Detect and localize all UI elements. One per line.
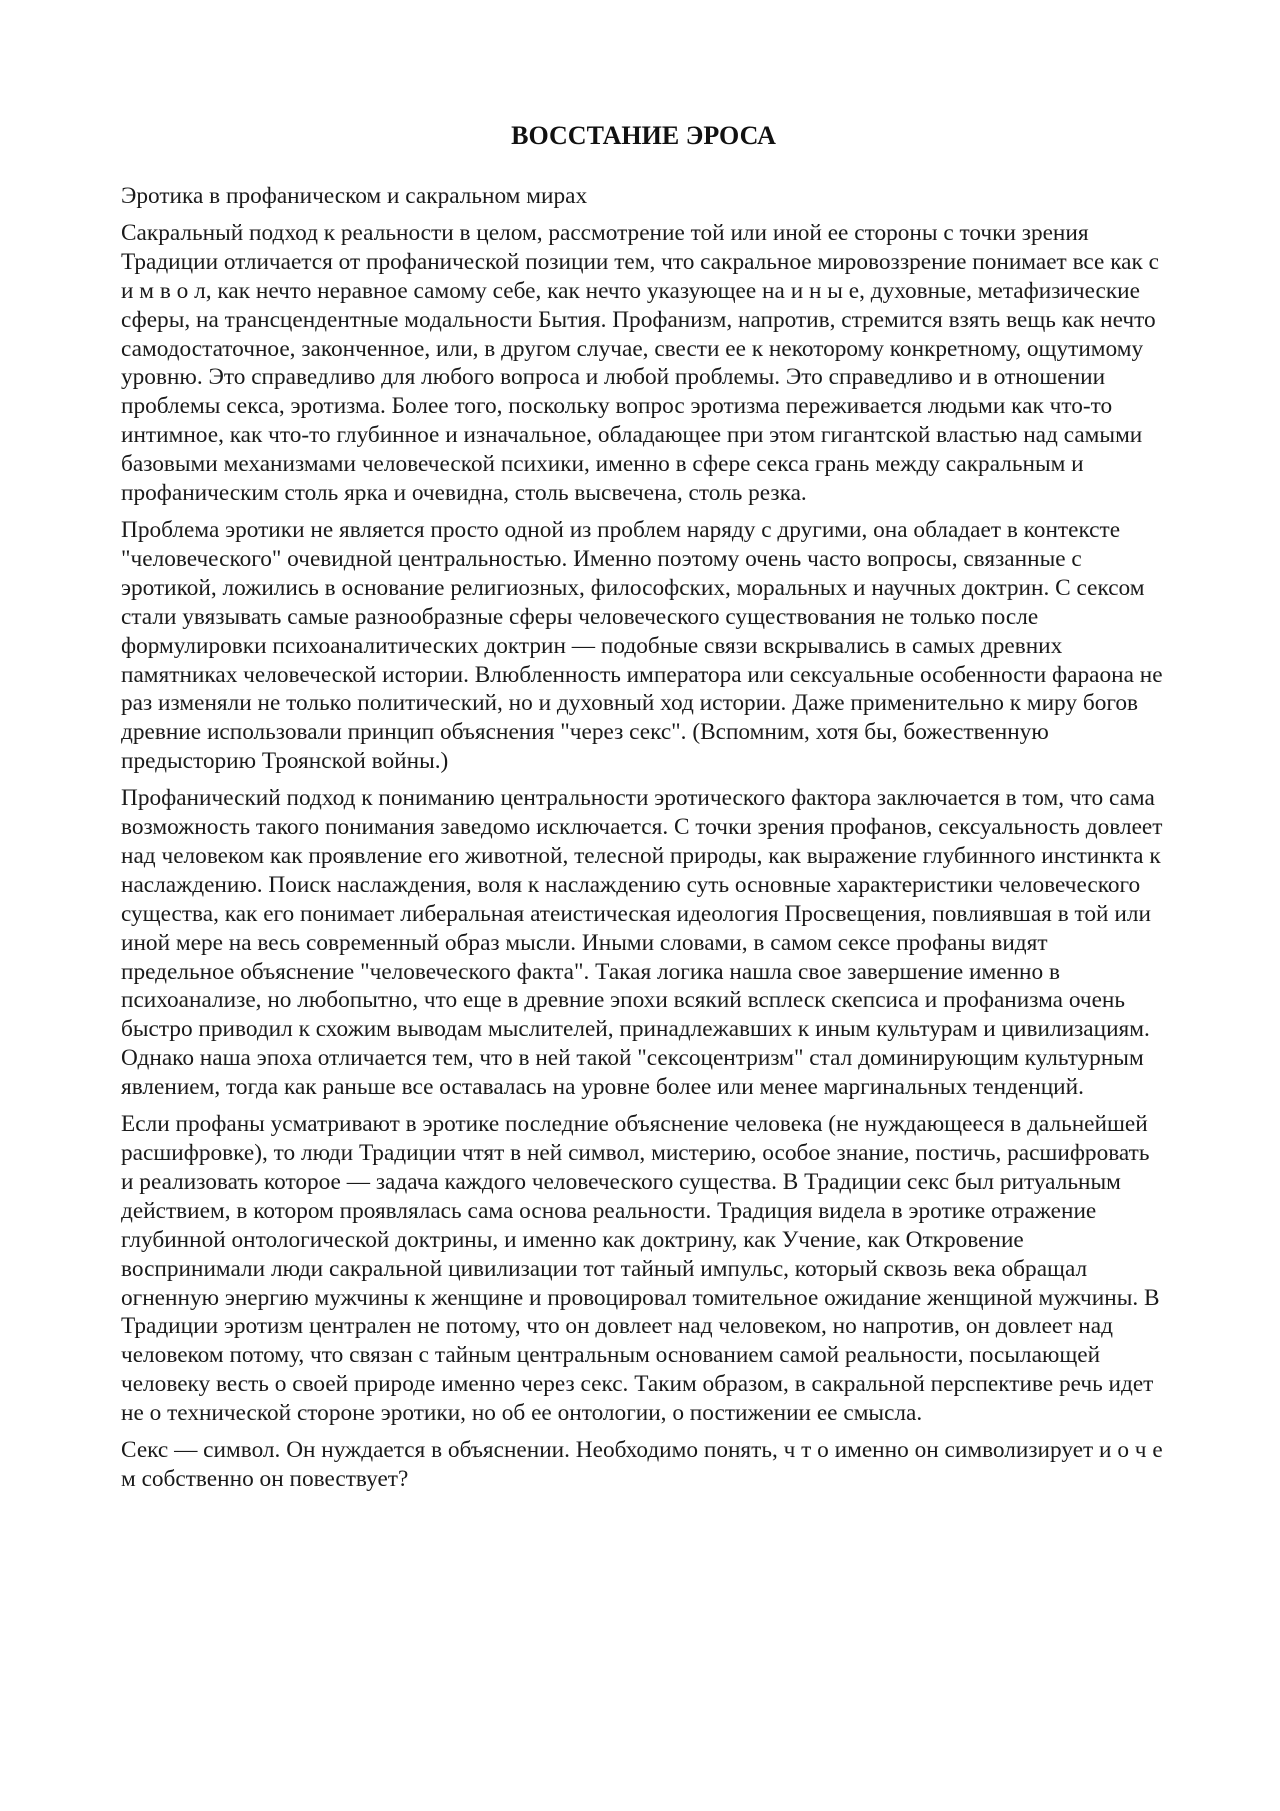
paragraph: Если профаны усматривают в эротике последние объяснение человека (не нуждающееся в дальнейшей расшифровке), то люди Традиции чтят в ней символ, мистерию, особое знание, постичь, расшифровать и реализовать которое — задача каждого человеческого существа. В Традиции секс был ритуальным действием, в котором проявлялась сама основа реальности. Традиция видела в эротике отражение глубинной онтологической доктрины, и именно как доктрину, как Учение, как Откровение воспринимали люди сакральной цивилизации тот тайный импульс, который сквозь века обращал огненную энергию мужчины к женщине и провоцировал томительное ожидание женщиной мужчины. В Традиции эротизм централен не потому, что он довлеет над человеком, но напротив, он довлеет над человеком потому, что связан с тайным центральным основанием самой реальности, посылающей человеку весть о своей природе именно через секс. Таким образом, в сакральной перспективе речь идет не о технической стороне эротики, но об ее онтологии, о постижении ее смысла. xyxy=(121,1111,1160,1427)
document-title: ВОССТАНИЕ ЭРОСА xyxy=(511,121,776,150)
paragraph: Секс — символ. Он нуждается в объяснении. Необходимо понять, ч т о именно он символизирует и о ч е м собственно он повествует? xyxy=(121,1437,1163,1492)
paragraph: Профанический подход к пониманию центральности эротического фактора заключается в том, что сама возможность такого понимания заведомо исключается. С точки зрения профанов, сексуальность довлеет над человеком как проявление его животной, телесной природы, как выражение глубинного инстинкта к наслаждению. Поиск наслаждения, воля к наслаждению суть основные характеристики человеческого существа, как его понимает либеральная атеистическая идеология Просвещения, повлиявшая в той или иной мере на весь современный образ мысли. Иными словами, в самом сексе профаны видят предельное объяснение "человеческого факта". Такая логика нашла свое завершение именно в психоанализе, но любопытно, что еще в древние эпохи всякий всплеск скепсиса и профанизма очень быстро приводил к схожим выводам мыслителей, принадлежавших к иным культурам и цивилизациям. Однако наша эпоха отличается тем, что в ней такой "сексоцентризм" стал доминирующим культурным явлением, тогда как раньше все оставалась на уровне более или менее маргинальных тенденций. xyxy=(121,785,1163,1101)
paragraph: Сакральный подход к реальности в целом, рассмотрение той или иной ее стороны с точки зрения Традиции отличается от профанической позиции тем, что сакральное мировоззрение понимает все как с и м в о л, как нечто неравное самому себе, как нечто указующее на и н ы е, духовные, метафизические сферы, на трансцендентные модальности Бытия. Профанизм, напротив, стремится взять вещь как нечто самодостаточное, законченное, или, в другом случае, свести ее к некоторому конкретному, ощутимому уровню. Это справедливо для любого вопроса и любой проблемы. Это справедливо и в отношении проблемы секса, эротизма. Более того, поскольку вопрос эротизма переживается людьми как что-то интимное, как что-то глубинное и изначальное, обладающее при этом гигантской властью над самыми базовыми механизмами человеческой психики, именно в сфере секса грань между сакральным и профаническим столь ярка и очевидна, столь высвечена, столь резка. xyxy=(121,219,1160,507)
section-subtitle: Эротика в профаническом и сакральном мирах xyxy=(121,183,588,209)
paragraph: Проблема эротики не является просто одной из проблем наряду с другими, она обладает в контексте "человеческого" очевидной центральностью. Именно поэтому очень часто вопросы, связанные с эротикой, ложились в основание религиозных, философских, моральных и научных доктрин. С сексом стали увязывать самые разнообразные сферы человеческого существования не только после формулировки психоаналитических доктрин — подобные связи вскрывались в самых древних памятниках человеческой истории. Влюбленность императора или сексуальные особенности фараона не раз изменяли не только политический, но и духовный ход истории. Даже применительно к миру богов древние использовали принцип объяснения "через секс". (Вспомним, хотя бы, божественную предысторию Троянской войны.) xyxy=(121,516,1163,775)
document-body xyxy=(121,120,1166,1502)
